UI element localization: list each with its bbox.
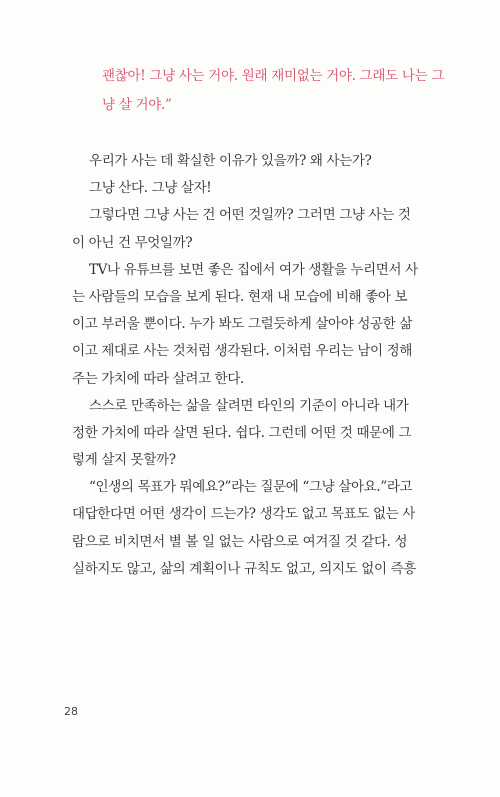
paragraph-line: 정한 가치에 따라 살면 된다. 쉽다. 그런데 어떤 것 때문에 그 bbox=[72, 424, 412, 441]
paragraph-line: 이고 부러울 뿐이다. 누가 봐도 그럴듯하게 살아야 성공한 삶 bbox=[72, 316, 413, 333]
paragraph-line: 실하지도 않고, 삶의 계획이나 규칙도 없고, 의지도 없이 즉흥 bbox=[72, 560, 416, 577]
paragraph-line: 우리가 사는 데 확실한 이유가 있을까? 왜 사는가? bbox=[89, 153, 372, 169]
page-number: 28 bbox=[64, 705, 78, 718]
paragraph-line: 주는 가치에 따라 살려고 한다. bbox=[72, 370, 244, 387]
paragraph-line: 그냥 산다. 그냥 살자! bbox=[89, 180, 212, 197]
paragraph-line: 그렇다면 그냥 사는 건 어떤 것일까? 그러면 그냥 사는 것 bbox=[89, 207, 411, 224]
paragraph-line: “인생의 목표가 뭐예요?”라는 질문에 “그냥 살아요.”라고 bbox=[89, 479, 413, 496]
paragraph-line: 람으로 비치면서 별 볼 일 없는 사람으로 여겨질 것 같다. 성 bbox=[72, 533, 408, 550]
paragraph-line: 는 사람들의 모습을 보게 된다. 현재 내 모습에 비해 좋아 보 bbox=[72, 288, 408, 305]
quote-line: 괜찮아! 그냥 사는 거야. 원래 재미없는 거야. 그래도 나는 그 bbox=[102, 68, 445, 84]
paragraph-line: 이고 제대로 사는 것처럼 생각된다. 이처럼 우리는 남이 정해 bbox=[72, 343, 413, 360]
quote-line: 냥 살 거야.” bbox=[102, 97, 172, 113]
paragraph-line: 스스로 만족하는 삶을 살려면 타인의 기준이 아니라 내가 bbox=[89, 397, 409, 414]
paragraph-line: 대답한다면 어떤 생각이 드는가? 생각도 없고 목표도 없는 사 bbox=[72, 506, 416, 523]
body-text bbox=[72, 148, 432, 583]
quote-block bbox=[102, 62, 445, 120]
paragraph-line: 이 아닌 건 무엇일까? bbox=[72, 234, 193, 251]
paragraph-line: TV나 유튜브를 보면 좋은 집에서 여가 생활을 누리면서 사 bbox=[89, 261, 418, 278]
paragraph-line: 렇게 살지 못할까? bbox=[72, 452, 176, 469]
